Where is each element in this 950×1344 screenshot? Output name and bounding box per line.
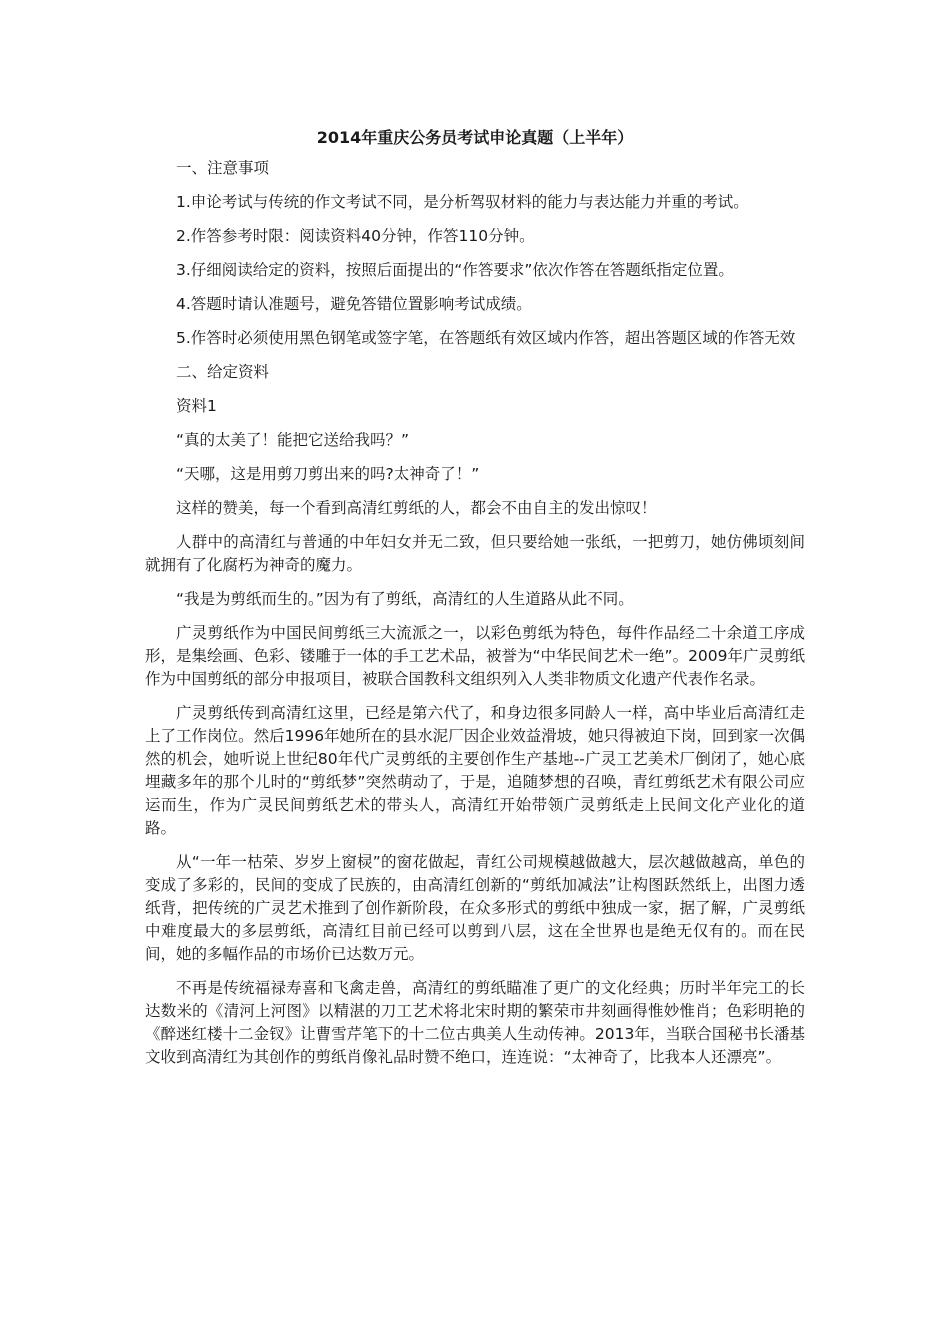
material-paragraph-5: “我是为剪纸而生的。”因为有了剪纸，高清红的人生道路从此不同。 [176, 590, 634, 608]
section-heading-materials: 二、给定资料 [176, 363, 270, 381]
material-paragraph-6: 广灵剪纸作为中国民间剪纸三大流派之一，以彩色剪纸为特色，每件作品经二十余道工序成形，是集绘画、色彩、镂雕于一体的手工艺术品，被誉为“中华民间艺术一绝”。2009年广灵剪纸作为中国剪纸的部分申报项目，被联合国教科文组织列入人类非物质文化遗产代表作名录。 [145, 624, 806, 688]
material-paragraph-2: “天哪，这是用剪刀剪出来的吗?太神奇了！” [176, 465, 480, 483]
material-paragraph-8: 从“一年一枯荣、岁岁上窗棂”的窗花做起，青红公司规模越做越大，层次越做越高，单色的变成了多彩的，民间的变成了民族的，由高清红创新的“剪纸加减法”让构图跃然纸上，出图力透纸背，把传统的广灵艺术推到了创作新阶段，在众多形式的剪纸中独成一家，据了解，广灵剪纸中难度最大的多层剪纸，高清红目前已经可以剪到八层，这在全世界也是绝无仅有的。而在民间，她的多幅作品的市场价已达数万元。 [145, 853, 805, 963]
material-paragraph-9: 不再是传统福禄寿喜和飞禽走兽，高清红的剪纸瞄准了更广的文化经典；历时半年完工的长达数米的《清河上河图》以精湛的刀工艺术将北宋时期的繁荣市井刻画得惟妙惟肖；色彩明艳的《醉迷红楼十二金钗》让曹雪芹笔下的十二位古典美人生动传神。2013年，当联合国秘书长潘基文收到高清红为其创作的剪纸肖像礼品时赞不绝口，连连说：“太神奇了，比我本人还漂亮”。 [145, 979, 805, 1066]
section-heading-notes: 一、注意事项 [176, 159, 270, 177]
material-paragraph-1: “真的太美了！能把它送给我吗？” [176, 431, 410, 449]
note-item-1: 1.申论考试与传统的作文考试不同，是分析驾驭材料的能力与表达能力并重的考试。 [176, 193, 749, 211]
note-item-3: 3.仔细阅读给定的资料，按照后面提出的“作答要求”依次作答在答题纸指定位置。 [176, 261, 734, 279]
material-paragraph-7: 广灵剪纸传到高清红这里，已经是第六代了，和身边很多同龄人一样，高中毕业后高清红走上了工作岗位。然后1996年她所在的县水泥厂因企业效益滑坡，她只得被迫下岗，回到家一次偶然的机会，她听说上世纪80年代广灵剪纸的主要创作生产基地--广灵工艺美术厂倒闭了，她心底埋藏多年的那个儿时的“剪纸梦”突然萌动了，于是，追随梦想的召唤，青红剪纸艺术有限公司应运而生，作为广灵民间剪纸艺术的带头人，高清红开始带领广灵剪纸走上民间文化产业化的道路。 [145, 704, 805, 837]
note-item-2: 2.作答参考时限：阅读资料40分钟，作答110分钟。 [176, 227, 535, 245]
material-paragraph-4: 人群中的高清红与普通的中年妇女并无二致，但只要给她一张纸，一把剪刀，她仿佛顷刻间就拥有了化腐朽为神奇的魔力。 [145, 533, 805, 574]
material-label: 资料1 [176, 397, 217, 415]
note-item-4: 4.答题时请认准题号，避免答错位置影响考试成绩。 [176, 295, 532, 313]
document-title: 2014年重庆公务员考试申论真题（上半年） [316, 128, 634, 147]
note-item-5: 5.作答时必须使用黑色钢笔或签字笔，在答题纸有效区域内作答，超出答题区域的作答无效 [176, 329, 796, 347]
material-paragraph-3: 这样的赞美，每一个看到高清红剪纸的人，都会不由自主的发出惊叹！ [176, 499, 657, 517]
